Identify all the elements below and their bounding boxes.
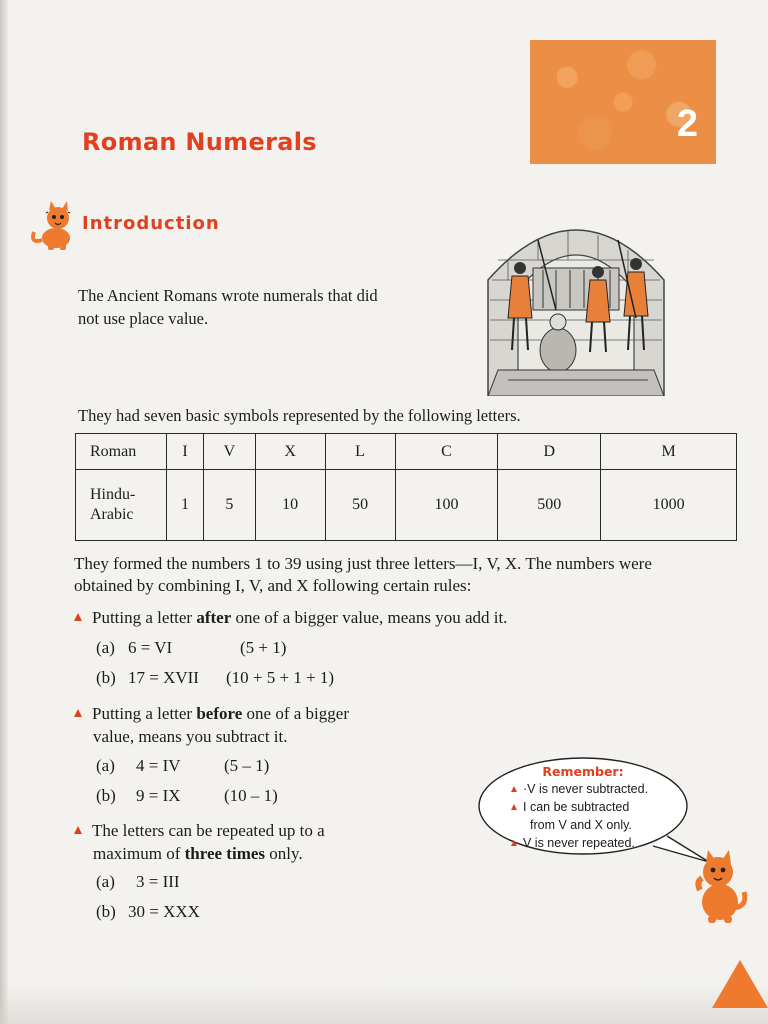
intro-line-1: The Ancient Romans wrote numerals that did — [78, 286, 378, 305]
triangle-bullet-icon — [74, 613, 82, 621]
remember-callout — [477, 756, 689, 856]
cat-mascot-icon — [26, 200, 78, 252]
paragraph-line-2: obtained by combining I, V, and X following certain rules: — [74, 576, 472, 595]
table-cell: V — [204, 434, 256, 470]
table-cell: 5 — [204, 470, 256, 541]
table-row-label-hindu-arabic — [76, 470, 167, 541]
table-cell: I — [167, 434, 204, 470]
table-cell: 500 — [498, 470, 601, 541]
row-label-line-2: Arabic — [90, 506, 134, 524]
intro-text — [78, 284, 428, 330]
rule-1-example-b: (b) 17 = XVII (10 + 5 + 1 + 1) — [96, 668, 335, 687]
table-row-label-roman: Roman — [76, 434, 167, 470]
table-cell: L — [325, 434, 395, 470]
triangle-bullet-icon — [74, 826, 82, 834]
remember-item: ·V is never subtracted. — [511, 782, 648, 796]
rules-paragraph — [74, 553, 744, 597]
rule-2-example-b: (b) 9 = IX (10 – 1) — [96, 786, 278, 805]
rule-3-example-a: (a) 3 = III — [96, 872, 180, 891]
table-cell: 10 — [255, 470, 325, 541]
row-label-line-1: Hindu- — [90, 486, 136, 504]
chapter-number: 2 — [676, 103, 698, 145]
page-corner-tab — [712, 960, 768, 1008]
roman-numerals-table — [75, 433, 737, 541]
triangle-bullet-icon — [511, 840, 517, 846]
page-bottom-shadow — [0, 984, 768, 1024]
table-cell: 50 — [325, 470, 395, 541]
table-cell: X — [255, 434, 325, 470]
roman-soldiers-illustration — [478, 200, 674, 396]
table-cell: 1 — [167, 470, 204, 541]
rule-3-example-b: (b) 30 = XXX — [96, 902, 200, 921]
page-binding-edge — [0, 0, 8, 1024]
rule-2-bold: before — [196, 704, 243, 723]
table-row-roman — [76, 434, 737, 470]
page-title: Roman Numerals — [82, 128, 317, 156]
table-intro-text: They had seven basic symbols represented by the following letters. — [78, 406, 521, 425]
remember-item: from V and X only. — [530, 818, 632, 832]
table-row-hindu-arabic — [76, 470, 737, 541]
rule-1-bold: after — [196, 608, 232, 627]
table-cell: 1000 — [601, 470, 737, 541]
cat-mascot-icon — [686, 848, 750, 924]
section-heading: Introduction — [82, 213, 220, 234]
triangle-bullet-icon — [74, 709, 82, 717]
rule-2: Putting a letter before one of a bigger value, means you subtract it. — [74, 702, 349, 748]
table-cell: C — [395, 434, 498, 470]
rule-3: The letters can be repeated up to a maximum of three times only. — [74, 819, 325, 865]
rule-1-example-a: (a) 6 = VI (5 + 1) — [96, 638, 287, 657]
rule-3-bold: three times — [184, 844, 266, 863]
paragraph-line-1: They formed the numbers 1 to 39 using just three letters—I, V, X. The numbers were — [74, 554, 652, 573]
remember-title: Remember: — [542, 764, 624, 779]
triangle-bullet-icon — [511, 786, 517, 792]
rule-1: Putting a letter after one of a bigger value, means you add it. — [74, 606, 507, 629]
table-cell: 100 — [395, 470, 498, 541]
remember-item: V is never repeated. — [511, 836, 635, 850]
remember-item: I can be subtracted — [511, 800, 629, 814]
chapter-number-box — [530, 40, 716, 164]
intro-line-2: not use place value. — [78, 309, 209, 328]
table-cell: D — [498, 434, 601, 470]
triangle-bullet-icon — [511, 804, 517, 810]
rule-2-example-a: (a) 4 = IV (5 – 1) — [96, 756, 270, 775]
table-cell: M — [601, 434, 737, 470]
